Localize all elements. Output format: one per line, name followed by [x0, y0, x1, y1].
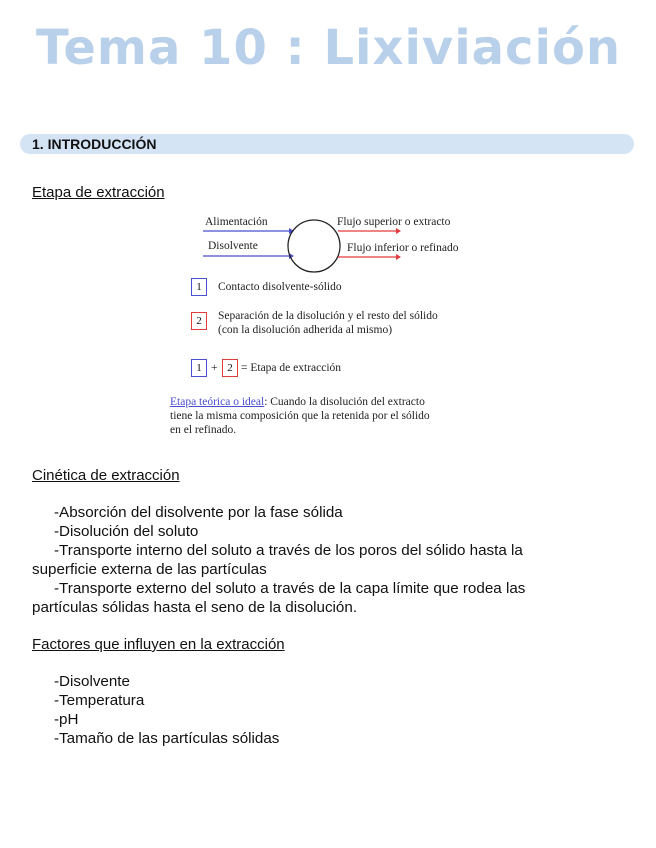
subheading-kinetics: Cinética de extracción — [32, 467, 180, 484]
arrowhead-solvent — [289, 253, 294, 259]
kinetics-line: -Absorción del disolvente por la fase sólida — [54, 504, 343, 521]
step-1-text: Contacto disolvente-sólido — [218, 281, 342, 293]
step-2-box: 2 — [191, 312, 207, 330]
section-heading: 1. INTRODUCCIÓN — [32, 136, 157, 152]
factor-item: -Temperatura — [54, 692, 145, 709]
kinetics-line: -Transporte interno del soluto a través de los poros del sólido hasta la — [54, 542, 523, 559]
theory-link[interactable]: Etapa teórica o ideal — [170, 396, 265, 408]
theory-line-1-rest: : Cuando la disolución del extracto — [264, 396, 425, 408]
kinetics-line: -Transporte externo del soluto a través de la capa límite que rodea las — [54, 580, 526, 597]
label-solvent: Disolvente — [208, 240, 258, 252]
equation-box-1: 1 — [191, 359, 207, 377]
equation-box-2: 2 — [222, 359, 238, 377]
arrowhead-feed — [289, 228, 294, 234]
label-raffinate: Flujo inferior o refinado — [347, 242, 459, 254]
label-extract: Flujo superior o extracto — [337, 216, 451, 228]
factor-item: -pH — [54, 711, 79, 728]
arrowhead-extract — [396, 228, 401, 234]
subheading-factors: Factores que influyen en la extracción — [32, 636, 285, 653]
step-1-box: 1 — [191, 278, 207, 296]
theory-line-1 — [170, 396, 425, 408]
kinetics-line: partículas sólidas hasta el seno de la disolución. — [32, 599, 358, 616]
equation-result: = Etapa de extracción — [241, 362, 342, 374]
step-2-text-line2: (con la disolución adherida al mismo) — [218, 324, 393, 336]
theory-line-3: en el refinado. — [170, 424, 237, 436]
section-header-bar — [20, 134, 634, 154]
factor-item: -Disolvente — [54, 673, 130, 690]
subheading-extraction-stage: Etapa de extracción — [32, 184, 165, 201]
kinetics-line: -Disolución del soluto — [54, 523, 199, 540]
kinetics-line: superficie externa de las partículas — [32, 561, 267, 578]
theory-line-2: tiene la misma composición que la retenida por el sólido — [170, 410, 430, 422]
step-2-text-line1: Separación de la disolución y el resto del sólido — [218, 310, 438, 322]
page-title: Tema 10 : Lixiviación — [36, 20, 622, 76]
label-feed: Alimentación — [205, 216, 268, 228]
stage-circle — [288, 220, 340, 272]
arrowhead-raffinate — [396, 254, 401, 260]
equation-plus: + — [211, 362, 218, 374]
factor-item: -Tamaño de las partículas sólidas — [54, 730, 280, 747]
